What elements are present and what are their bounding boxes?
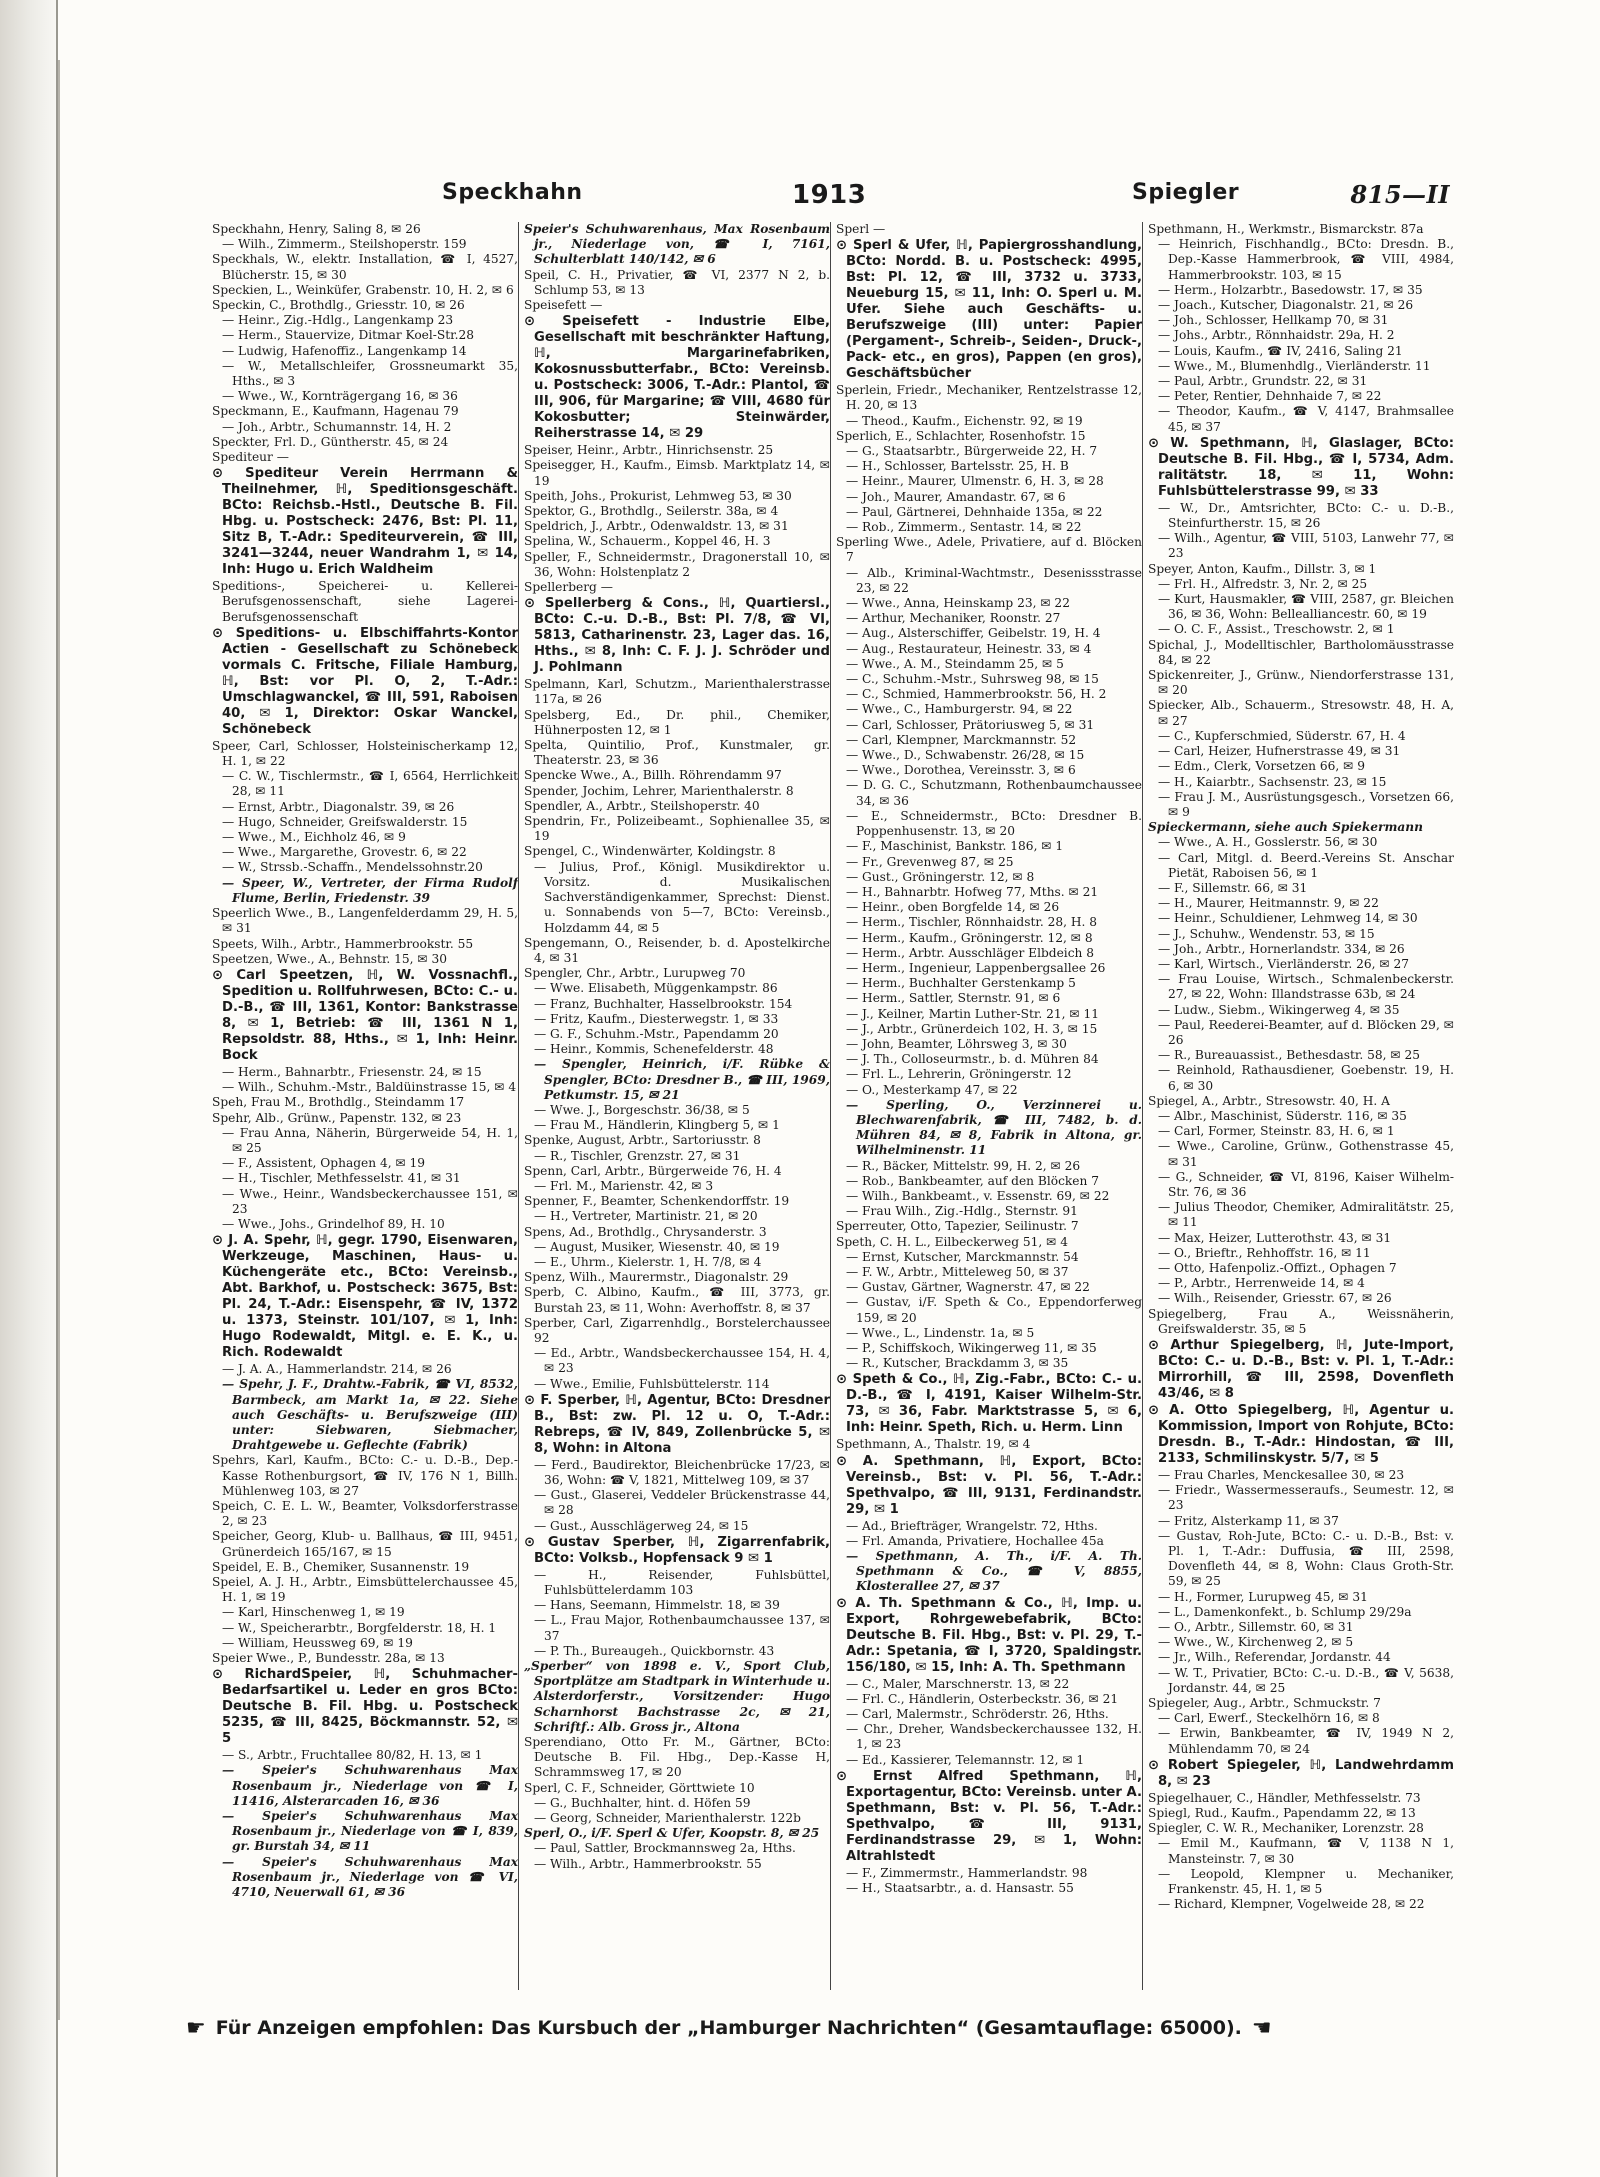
column-1 <box>212 222 518 1990</box>
column-2 <box>524 222 830 1990</box>
directory-entry: Spenz, Wilh., Maurermstr., Diagonalstr. 29 <box>524 1270 789 1285</box>
directory-entry: — Wilh., Zimmerm., Steilshoperstr. 159 <box>222 237 467 252</box>
directory-entry: Speditions-, Speicherei- u. Kellerei-Berufsgenossenschaft, siehe Lagerei-Berufsgenossenschaft <box>212 579 518 624</box>
directory-entry: — Ernst, Kutscher, Marckmannstr. 54 <box>846 1249 1079 1264</box>
directory-entry: — Theodor, Kaufm., ☎ V, 4147, Brahmsallee 45, ✉ 37 <box>1158 404 1454 434</box>
directory-entry: Spelsberg, Ed., Dr. phil., Chemiker, Hühnerposten 12, ✉ 1 <box>524 707 830 737</box>
header-year: 1913 <box>792 180 867 210</box>
directory-entry: — Wwe., Dorothea, Vereinsstr. 3, ✉ 6 <box>846 763 1076 778</box>
directory-entry: — W., Strssb.-Schaffn., Mendelssohnstr.20 <box>222 860 483 875</box>
directory-entry: — Fr., Grevenweg 87, ✉ 25 <box>846 854 1014 869</box>
directory-entry: Spickenreiter, J., Grünw., Niendorferstrasse 131, ✉ 20 <box>1148 668 1454 698</box>
header-last-entry: Spiegler <box>1132 180 1240 205</box>
directory-entry: Spendrin, Fr., Polizeibeamt., Sophienallee 35, ✉ 19 <box>524 814 830 844</box>
directory-entry: — Frau Anna, Näherin, Bürgerweide 54, H. 1, ✉ 25 <box>222 1125 518 1155</box>
directory-entry: — Hans, Seemann, Himmelstr. 18, ✉ 39 <box>534 1598 780 1613</box>
directory-entry: — Herm., Kaufm., Gröningerstr. 12, ✉ 8 <box>846 930 1093 945</box>
directory-entry: — Heinrich, Fischhandlg., BCto: Dresdn. B., Dep.-Kasse Hammerbrook, ☎ VIII, 4984, Hammerbrookstr. 103, ✉ 15 <box>1158 237 1454 282</box>
firm-entry: ⊙ Speditions- u. Elbschiffahrts-Kontor Actien - Gesellschaft zu Schönebeck vormals C. Fritsche, Filiale Hamburg, ℍ, Bst: vor Pl. O, 2, T.-Adr.: Umschlagwanckel, ☎ III, 591, Raboisen 40, ✉ 1, Direktor: Oskar Wanckel, Schönebeck <box>212 626 518 738</box>
directory-entry: Speyer, Anton, Kaufm., Dillstr. 3, ✉ 1 <box>1148 561 1377 576</box>
directory-entry: — Alb., Kriminal-Wachtmstr., Desenissstrasse 23, ✉ 22 <box>846 565 1142 595</box>
directory-entry: Speil, C. H., Privatier, ☎ VI, 2377 N 2, b. Schlump 53, ✉ 13 <box>524 267 830 297</box>
firm-entry: ⊙ W. Spethmann, ℍ, Glaslager, BCto: Deutsche B. Fil. Hbg., ☎ I, 5734, Adm. ralitätstr. 18, ✉ 11, Wohn: Fuhlsbüttelerstrasse 99, ✉ 33 <box>1148 436 1454 500</box>
directory-entry: — Frl. H., Alfredstr. 3, Nr. 2, ✉ 25 <box>1158 576 1368 591</box>
directory-entry: — Carl, Schlosser, Prätoriusweg 5, ✉ 31 <box>846 717 1095 732</box>
directory-entry: — R., Bäcker, Mittelstr. 99, H. 2, ✉ 26 <box>846 1158 1081 1173</box>
running-header <box>116 180 1450 216</box>
directory-entry: — Wwe., C., Hamburgerstr. 94, ✉ 22 <box>846 702 1073 717</box>
directory-entry: Spehrs, Karl, Kaufm., BCto: C.- u. D.-B., Dep.-Kasse Rothenburgsort, ☎ IV, 176 N 1, Billh. Mühlenweg 103, ✉ 27 <box>212 1453 518 1498</box>
directory-entry: — Herm., Tischler, Rönnhaidstr. 28, H. 8 <box>846 915 1098 930</box>
directory-entry: — Speer, W., Vertreter, der Firma Rudolf Flume, Berlin, Friedenstr. 39 <box>222 875 518 905</box>
directory-entry: — Heinr., Kommis, Schenefelderstr. 48 <box>534 1042 774 1057</box>
directory-entry: — W., Dr., Amtsrichter, BCto: C.- u. D.-B., Steinfurtherstr. 15, ✉ 26 <box>1158 500 1454 531</box>
directory-entry: Spenner, F., Beamter, Schenkendorffstr. 19 <box>524 1194 790 1209</box>
directory-entry: — Ernst, Arbtr., Diagonalstr. 39, ✉ 26 <box>222 799 455 814</box>
directory-entry: Sperl — <box>836 222 886 236</box>
directory-entry: — R., Bureauassist., Bethesdastr. 58, ✉ 25 <box>1158 1048 1420 1063</box>
directory-entry: — J., Keilner, Martin Luther-Str. 21, ✉ 11 <box>846 1006 1099 1021</box>
directory-entry: — Wwe., L., Lindenstr. 1a, ✉ 5 <box>846 1325 1035 1340</box>
directory-entry: Speier's Schuhwarenhaus, Max Rosenbaum jr., Niederlage von, ☎ I, 7161, Schulterblatt 140/142, ✉ 6 <box>524 222 830 267</box>
directory-entry: — S., Arbtr., Fruchtallee 80/82, H. 13, ✉ 1 <box>222 1748 483 1763</box>
directory-entry: Sperling Wwe., Adele, Privatiere, auf d. Blöcken 7 <box>836 535 1142 565</box>
directory-entry: — W., Metallschleifer, Grossneumarkt 35, Hths., ✉ 3 <box>222 358 518 389</box>
directory-entry: Spens, Ad., Brothdlg., Chrysanderstr. 3 <box>524 1224 767 1239</box>
directory-entry: — O., Mesterkamp 47, ✉ 22 <box>846 1082 1018 1097</box>
directory-entry: — Richard, Klempner, Vogelweide 28, ✉ 22 <box>1158 1897 1425 1912</box>
directory-entry: — Herm., Ingenieur, Lappenbergsallee 26 <box>846 960 1106 975</box>
directory-entry: — Frl. C., Händlerin, Osterbeckstr. 36, ✉ 21 <box>846 1691 1119 1706</box>
directory-entry: — Arthur, Mechaniker, Roonstr. 27 <box>846 611 1061 626</box>
directory-entry: — P., Schiffskoch, Wikingerweg 11, ✉ 35 <box>846 1341 1097 1355</box>
directory-entry: Speckhahn, Henry, Saling 8, ✉ 26 <box>212 222 421 236</box>
directory-entry: — Friedr., Wassermesseraufs., Seumestr. 12, ✉ 23 <box>1158 1483 1454 1513</box>
directory-entry: — H., Reisender, Fuhlsbüttel, Fuhlsbüttelerdamm 103 <box>534 1567 830 1598</box>
directory-entry: — Joach., Kutscher, Diagonalstr. 21, ✉ 26 <box>1158 298 1414 313</box>
directory-entry: — Kurt, Hausmakler, ☎ VIII, 2587, gr. Bleichen 36, ✉ 36, Wohn: Bellealliancestr. 60, ✉ 19 <box>1158 592 1454 622</box>
directory-entry: — Emil M., Kaufmann, ☎ V, 1138 N 1, Mansteinstr. 7, ✉ 30 <box>1158 1836 1454 1866</box>
directory-entry: — Gustav, Gärtner, Wagnerstr. 47, ✉ 22 <box>846 1280 1090 1295</box>
directory-entry: — Peter, Rentier, Dehnhaide 7, ✉ 22 <box>1158 389 1382 404</box>
directory-entry: — Wwe., Margarethe, Grovestr. 6, ✉ 22 <box>222 845 467 860</box>
directory-entry: — Gust., Glaserei, Veddeler Brückenstrasse 44, ✉ 28 <box>534 1488 830 1518</box>
directory-entry: Spenke, August, Arbtr., Sartoriusstr. 8 <box>524 1133 761 1148</box>
directory-entry: Sperber, Carl, Zigarrenhdlg., Borstelerchaussee 92 <box>524 1315 830 1345</box>
firm-entry: ⊙ Speisefett - Industrie Elbe, Gesellschaft mit beschränkter Haftung, ℍ, Margarinefabriken, Kokosnussbutterfabr., BCto: Vereinsb. u. Postscheck: 3006, T.-Adr.: Plantol, ☎ III, 906, für Margarine; ☎ VIII, 4680 für Kokosbutter; Steinwärder, Reiherstrasse 14, ✉ 29 <box>524 314 830 442</box>
directory-entry: — H., Maurer, Heitmannstr. 9, ✉ 22 <box>1158 896 1379 911</box>
directory-entry: Sperl, O., i/F. Sperl & Ufer, Koopstr. 8, ✉ 25 <box>524 1826 820 1841</box>
directory-entry: Speets, Wilh., Arbtr., Hammerbrookstr. 55 <box>212 936 474 951</box>
directory-entry: — Herm., Arbtr. Ausschläger Elbdeich 8 <box>846 945 1094 960</box>
directory-entry: — Otto, Hafenpoliz.-Offizt., Ophagen 7 <box>1158 1261 1397 1275</box>
directory-entry: — Frau M., Händlerin, Klingberg 5, ✉ 1 <box>534 1118 780 1133</box>
directory-entry: Spender, Jochim, Lehrer, Marienthalerstr. 8 <box>524 783 794 798</box>
directory-entry: — Hugo, Schneider, Greifswalderstr. 15 <box>222 814 468 829</box>
directory-entry: Speckhals, W., elektr. Installation, ☎ I, 4527, Blücherstr. 15, ✉ 30 <box>212 252 518 282</box>
directory-entry: — F., Maschinist, Bankstr. 186, ✉ 1 <box>846 839 1064 854</box>
directory-entry: — Franz, Buchhalter, Hasselbrookstr. 154 <box>534 996 793 1011</box>
column-divider <box>830 222 831 1990</box>
directory-entry: Sperreuter, Otto, Tapezier, Seilinustr. 7 <box>836 1219 1079 1234</box>
directory-entry: — Chr., Dreher, Wandsbeckerchaussee 132, H. 1, ✉ 23 <box>846 1722 1142 1752</box>
directory-entry: — Herm., Bahnarbtr., Friesenstr. 24, ✉ 15 <box>222 1064 482 1079</box>
directory-entry: Spencke Wwe., A., Billh. Röhrendamm 97 <box>524 768 782 783</box>
directory-entry: — J. Th., Colloseurmstr., b. d. Mühren 84 <box>846 1052 1099 1067</box>
directory-entry: — H., Former, Lurupweg 45, ✉ 31 <box>1158 1589 1368 1604</box>
directory-entry: — Ludw., Siebm., Wikingerweg 4, ✉ 35 <box>1158 1002 1400 1017</box>
firm-entry: ⊙ Gustav Sperber, ℍ, Zigarrenfabrik, BCto: Volksb., Hopfensack 9 ✉ 1 <box>524 1535 830 1567</box>
directory-entry: — Frau J. M., Ausrüstungsgesch., Vorsetzen 66, ✉ 9 <box>1158 789 1454 819</box>
directory-entry: — Ferd., Baudirektor, Bleichenbrücke 17/23, ✉ 36, Wohn: ☎ V, 1821, Mittelweg 109, ✉ 37 <box>534 1457 830 1487</box>
directory-entry: Speerlich Wwe., B., Langenfelderdamm 29, H. 5, ✉ 31 <box>212 906 518 936</box>
directory-entry: — Wwe., W., Kornträgergang 16, ✉ 36 <box>222 389 458 404</box>
page-number: 815—II <box>1350 180 1450 209</box>
directory-entry: Sperlich, E., Schlachter, Rosenhofstr. 15 <box>836 428 1086 443</box>
directory-entry: — F. W., Arbtr., Mitteleweg 50, ✉ 37 <box>846 1264 1069 1279</box>
directory-entry: — Joh., Schlosser, Hellkamp 70, ✉ 31 <box>1158 313 1389 328</box>
directory-entry: Speetzen, Wwe., A., Behnstr. 15, ✉ 30 <box>212 951 448 966</box>
directory-entry: Speiel, A. J. H., Arbtr., Eimsbüttelerchaussee 45, H. 1, ✉ 19 <box>212 1574 518 1605</box>
directory-entry: — H., Kaiarbtr., Sachsenstr. 23, ✉ 15 <box>1158 774 1387 789</box>
directory-entry: — Reinhold, Rathausdiener, Goebenstr. 19, H. 6, ✉ 30 <box>1158 1063 1454 1093</box>
directory-entry: Speckin, C., Brothdlg., Griesstr. 10, ✉ 26 <box>212 298 465 313</box>
directory-entry: — G., Staatsarbtr., Bürgerweide 22, H. 7 <box>846 444 1098 459</box>
directory-entry: Spengemann, O., Reisender, b. d. Apostelkirche 4, ✉ 31 <box>524 935 830 965</box>
directory-entry: — Frl. L., Lehrerin, Gröningerstr. 12 <box>846 1067 1072 1082</box>
directory-entry: — Carl, Former, Steinstr. 83, H. 6, ✉ 1 <box>1158 1124 1395 1139</box>
directory-entry: — Aug., Alsterschiffer, Geibelstr. 19, H. 4 <box>846 626 1101 641</box>
directory-entry: — Wwe., Johs., Grindelhof 89, H. 10 <box>222 1216 445 1231</box>
directory-entry: — W., Speicherarbtr., Borgfelderstr. 18, H. 1 <box>222 1620 497 1635</box>
directory-entry: Spektor, G., Brothdlg., Seilerstr. 38a, ✉ 4 <box>524 504 779 519</box>
directory-entry: — Carl, Malermstr., Schröderstr. 26, Hths. <box>846 1707 1109 1722</box>
directory-entry: — J., Schuhw., Wendenstr. 53, ✉ 15 <box>1158 926 1375 941</box>
directory-entry: — Wwe., M., Blumenhdlg., Vierländerstr. 11 <box>1158 358 1431 373</box>
directory-entry: Spehr, Alb., Grünw., Papenstr. 132, ✉ 23 <box>212 1110 462 1125</box>
directory-entry: „Sperber“ von 1898 e. V., Sport Club, Sportplätze am Stadtpark in Winterhude u. Alsterdorferstr., Vorsitzender: Hugo Scharnhorst Bachstrasse 2c, ✉ 21, Schriftf.: Alb. Gross jr., Altona <box>524 1659 830 1734</box>
directory-entry: — Carl, Heizer, Hufnerstrasse 49, ✉ 31 <box>1158 744 1401 759</box>
directory-entry: — O., Arbtr., Sillemstr. 60, ✉ 31 <box>1158 1620 1354 1635</box>
column-4 <box>1148 222 1454 1990</box>
directory-entry: — Spethmann, A. Th., i/F. A. Th. Spethmann & Co., ☎ V, 8855, Klosterallee 27, ✉ 37 <box>846 1549 1142 1594</box>
directory-entry: — Herm., Buchhalter Gerstenkamp 5 <box>846 976 1076 991</box>
directory-entry: — Wwe. J., Borgeschstr. 36/38, ✉ 5 <box>534 1102 750 1117</box>
directory-entry: Speiser, Heinr., Arbtr., Hinrichsenstr. 25 <box>524 443 774 458</box>
directory-entry: Spethmann, A., Thalstr. 19, ✉ 4 <box>836 1437 1031 1452</box>
directory-entry: — E., Uhrm., Kielerstr. 1, H. 7/8, ✉ 4 <box>534 1254 762 1269</box>
directory-entry: — Herm., Stauervize, Ditmar Koel-Str.28 <box>222 328 475 343</box>
directory-entry: — Ludwig, Hafenoffiz., Langenkamp 14 <box>222 343 467 358</box>
directory-entry: Spiegel, A., Arbtr., Stresowstr. 40, H. A <box>1148 1093 1390 1108</box>
directory-entry: — Wilh., Agentur, ☎ VIII, 5103, Lanwehr 77, ✉ 23 <box>1158 531 1454 561</box>
directory-entry: — Sperling, O., Verzinnerei u. Blechwarenfabrik, ☎ III, 7482, b. d. Mühren 84, ✉ 8, Fabrik in Altona, gr. Wilhelminenstr. 11 <box>846 1097 1142 1158</box>
directory-entry: — Wwe., M., Eichholz 46, ✉ 9 <box>222 830 406 845</box>
directory-entry: — Wwe., D., Schwabenstr. 26/28, ✉ 15 <box>846 748 1085 763</box>
directory-entry: — Wwe., Anna, Heinskamp 23, ✉ 22 <box>846 596 1070 611</box>
directory-entry: — Theod., Kaufm., Eichenstr. 92, ✉ 19 <box>846 413 1083 428</box>
directory-entry: — Albr., Maschinist, Süderstr. 116, ✉ 35 <box>1158 1108 1407 1123</box>
directory-entry: Spelta, Quintilio, Prof., Kunstmaler, gr. Theaterstr. 23, ✉ 36 <box>524 738 830 768</box>
directory-entry: Speckter, Frl. D., Güntherstr. 45, ✉ 24 <box>212 434 449 449</box>
directory-entry: — Johs., Arbtr., Rönnhaidstr. 29a, H. 2 <box>1158 328 1395 343</box>
directory-entry: — Ed., Kassierer, Telemannstr. 12, ✉ 1 <box>846 1752 1085 1767</box>
directory-entry: — Heinr., oben Borgfelde 14, ✉ 26 <box>846 900 1060 915</box>
directory-entry: Spiegelberg, Frau A., Weissnäherin, Greifswalderstr. 35, ✉ 5 <box>1148 1306 1454 1336</box>
directory-entry: Spiecker, Alb., Schauerm., Stresowstr. 48, H. A, ✉ 27 <box>1148 698 1454 728</box>
firm-entry: ⊙ A. Otto Spiegelberg, ℍ, Agentur u. Kommission, Import von Rohjute, BCto: Dresdn. B., T.-Adr.: Hindostan, ☎ III, 2133, Schmilinskystr. 5/7, ✉ 5 <box>1148 1403 1454 1467</box>
directory-entry: — J., Arbtr., Grünerdeich 102, H. 3, ✉ 15 <box>846 1021 1098 1036</box>
directory-entry: — Gustav, Roh-Jute, BCto: C.- u. D.-B., Bst: v. Pl. 1, T.-Adr.: Duffusia, ☎ III, 2598, Dovenfleth 44, ✉ 8, Wohn: Claus Groth-Str. 59, ✉ 25 <box>1158 1528 1454 1589</box>
directory-entry: Sperl, C. F., Schneider, Görttwiete 10 <box>524 1780 755 1795</box>
directory-entry: — Fritz, Alsterkamp 11, ✉ 37 <box>1158 1513 1339 1528</box>
directory-entry: — Wilh., Reisender, Griesstr. 67, ✉ 26 <box>1158 1291 1392 1306</box>
directory-entry: — Frl. M., Marienstr. 42, ✉ 3 <box>534 1178 714 1193</box>
firm-entry: ⊙ A. Spethmann, ℍ, Export, BCto: Vereinsb., Bst: v. Pl. 56, T.-Adr.: Spethvalpo, ☎ III, 9131, Ferdinandstr. 29, ✉ 1 <box>836 1454 1142 1518</box>
pointing-hand-icon: ☚ <box>1251 2015 1272 2041</box>
directory-entry: Speller, F., Schneidermstr., Dragonerstall 10, ✉ 36, Wohn: Holstenplatz 2 <box>524 549 830 579</box>
firm-entry: ⊙ Arthur Spiegelberg, ℍ, Jute-Import, BCto: C.- u. D.-B., Bst: v. Pl. 1, T.-Adr.: Mirrorhill, ☎ III, 2598, Dovenfleth 43/46, ✉ 8 <box>1148 1338 1454 1402</box>
directory-entry: — Carl, Ewerf., Steckelhörn 16, ✉ 8 <box>1158 1711 1380 1726</box>
directory-entry: — O., Brieftr., Rehhoffstr. 16, ✉ 11 <box>1158 1245 1371 1260</box>
directory-entry: — Speier's Schuhwarenhaus Max Rosenbaum jr., Niederlage von ☎ VI, 4710, Neuerwall 61, ✉ 36 <box>222 1854 518 1900</box>
directory-entry: — Wwe., Caroline, Grünw., Gothenstrasse 45, ✉ 31 <box>1158 1139 1454 1169</box>
firm-entry: ⊙ Sperl & Ufer, ℍ, Papiergrosshandlung, BCto: Nordd. B. u. Postscheck: 4995, Bst: Pl. 12, ☎ III, 3732 u. 3733, Neueburg 15, ✉ 11, Inh: O. Sperl u. M. Ufer. Siehe auch Geschäfts- u. Berufszweige (III) unter: Papier (Pergament-, Schreib-, Seiden-, Druck-, Pack- etc., en gros), Pappen (en gros), Geschäftsbücher <box>836 238 1142 382</box>
directory-entry: Speckien, L., Weinküfer, Grabenstr. 10, H. 2, ✉ 6 <box>212 282 514 297</box>
directory-entry: — H., Tischler, Methfesselstr. 41, ✉ 31 <box>222 1171 461 1186</box>
entry-columns <box>212 222 1454 1990</box>
directory-entry: — Rob., Zimmerm., Sentastr. 14, ✉ 22 <box>846 520 1082 535</box>
directory-entry: — Wilh., Bankbeamt., v. Essenstr. 69, ✉ 22 <box>846 1188 1110 1203</box>
directory-entry: — F., Assistent, Ophagen 4, ✉ 19 <box>222 1156 426 1171</box>
directory-entry: — Joh., Maurer, Amandastr. 67, ✉ 6 <box>846 489 1066 504</box>
firm-entry: ⊙ A. Th. Spethmann & Co., ℍ, Imp. u. Export, Rohrgewebefabrik, BCto: Deutsche B. Fil. Hbg., Bst: v. Pl. 29, T.-Adr.: Spetania, ☎ I, 3720, Spaldingstr. 156/180, ✉ 15, Inh: A. Th. Spethmann <box>836 1596 1142 1676</box>
directory-entry: — Wwe., W., Kirchenweg 2, ✉ 5 <box>1158 1635 1354 1650</box>
directory-entry: — L., Frau Major, Rothenbaumchaussee 137, ✉ 37 <box>534 1613 830 1643</box>
directory-entry: — Gustav, i/F. Speth & Co., Eppendorferweg 159, ✉ 20 <box>846 1295 1142 1325</box>
directory-entry: — H., Vertreter, Martinistr. 21, ✉ 20 <box>534 1209 758 1224</box>
directory-entry: — F., Zimmermstr., Hammerlandstr. 98 <box>846 1865 1088 1880</box>
pointing-hand-icon: ☛ <box>186 2015 206 2041</box>
directory-entry: Sperendiano, Otto Fr. M., Gärtner, BCto: Deutsche B. Fil. Hbg., Dep.-Kasse H, Schrammsweg 17, ✉ 20 <box>524 1735 830 1780</box>
directory-entry: — Julius Theodor, Chemiker, Admiralitätstr. 25, ✉ 11 <box>1158 1200 1454 1230</box>
directory-entry: Speckmann, E., Kaufmann, Hagenau 79 <box>212 404 459 419</box>
firm-entry: ⊙ RichardSpeier, ℍ, Schuhmacher-Bedarfsartikel u. Leder en gros BCto: Deutsche B. Fil. Hbg. u. Postscheck 5235, ☎ III, 8425, Böckmannstr. 52, ✉ 5 <box>212 1667 518 1747</box>
firm-entry: ⊙ Robert Spiegeler, ℍ, Landwehrdamm 8, ✉ 23 <box>1148 1758 1454 1790</box>
directory-entry: — R., Tischler, Grenzstr. 27, ✉ 31 <box>534 1148 741 1163</box>
directory-entry: — Frau Louise, Wirtsch., Schmalenbeckerstr. 27, ✉ 22, Wohn: Illandstrasse 63b, ✉ 24 <box>1158 972 1454 1002</box>
directory-entry: Spenn, Carl, Arbtr., Bürgerweide 76, H. 4 <box>524 1163 782 1178</box>
advertisement-footer <box>176 2008 1456 2048</box>
directory-entry: Speier Wwe., P., Bundesstr. 28a, ✉ 13 <box>212 1651 445 1665</box>
directory-entry: — Frl. Amanda, Privatiere, Hochallee 45a <box>846 1533 1104 1548</box>
directory-entry: — Heinr., Zig.-Hdlg., Langenkamp 23 <box>222 313 454 328</box>
directory-entry: — Julius, Prof., Königl. Musikdirektor u. Vorsitz. d. Musikalischen Sachverständigenkammer, Sprechst: Dienst. u. Sonnabends von 5—7, BCto: Vereinsb., Holzdamm 44, ✉ 5 <box>534 859 830 935</box>
directory-entry: — Wilh., Schuhm.-Mstr., Baldüinstrasse 15, ✉ 4 <box>222 1080 517 1095</box>
advertisement-text: Für Anzeigen empfohlen: Das Kursbuch der „Hamburger Nachrichten“ (Gesamtauflage: 65000). <box>215 2017 1242 2039</box>
firm-entry: ⊙ Speth & Co., ℍ, Zig.-Fabr., BCto: C.- u. D.-B., ☎ I, 4191, Kaiser Wilhelm-Str. 73, ✉ 36, Fabr. Marktstrasse 5, ✉ 6, Inh: Heinr. Speth, Rich. u. Herm. Linn <box>836 1372 1142 1436</box>
directory-entry: — Paul, Gärtnerei, Dehnhaide 135a, ✉ 22 <box>846 504 1103 519</box>
firm-entry: ⊙ Carl Speetzen, ℍ, W. Vossnachfl., Spedition u. Rollfuhrwesen, BCto: C.- u. D.-B., ☎ III, 1361, Kontor: Bankstrasse 8, ✉ 1, Betrieb: ☎ III, 1361 N 1, Repsoldstr. 88, Hths., ✉ 1, Inh: Heinr. Bock <box>212 968 518 1064</box>
directory-entry: — Fritz, Kaufm., Diesterwegstr. 1, ✉ 33 <box>534 1011 779 1026</box>
directory-entry: Speidel, E. B., Chemiker, Susannenstr. 19 <box>212 1559 470 1574</box>
directory-entry: Speldrich, J., Arbtr., Odenwaldstr. 13, ✉ 31 <box>524 519 789 534</box>
firm-entry: ⊙ Ernst Alfred Spethmann, ℍ, Exportagentur, BCto: Vereinsb. unter A. Spethmann, Bst: v. Pl. 56, T.-Adr.: Spethvalpo, ☎ III, 9131, Ferdinandstrasse 29, ✉ 1, Wohn: Altrahlstedt <box>836 1769 1142 1865</box>
directory-entry: — Edm., Clerk, Vorsetzen 66, ✉ 9 <box>1158 759 1365 774</box>
directory-entry: Spelina, W., Schauerm., Koppel 46, H. 3 <box>524 534 771 549</box>
directory-entry: — C., Schuhm.-Mstr., Suhrsweg 98, ✉ 15 <box>846 672 1099 687</box>
directory-entry: — Louis, Kaufm., ☎ IV, 2416, Saling 21 <box>1158 343 1403 358</box>
directory-entry: — C., Kupferschmied, Süderstr. 67, H. 4 <box>1158 728 1406 743</box>
directory-entry: — Paul, Reederei-Beamter, auf d. Blöcken 29, ✉ 26 <box>1158 1017 1454 1047</box>
directory-entry: — Wilh., Arbtr., Hammerbrookstr. 55 <box>534 1856 762 1871</box>
firm-entry: ⊙ Spediteur Verein Herrmann & Theilnehmer, ℍ, Speditionsgeschäft. BCto: Reichsb.-Hstl., Deutsche B. Fil. Hbg. u. Postscheck: 2476, Bst: Pl. 11, Sitz B, T.-Adr.: Spediteurverein, ☎ III, 3241—3244, neuer Wandrahm 1, ✉ 14, Inh: Hugo u. Erich Waldheim <box>212 466 518 578</box>
directory-entry: — Herm., Sattler, Sternstr. 91, ✉ 6 <box>846 991 1061 1006</box>
directory-entry: — H., Bahnarbtr. Hofweg 77, Mths. ✉ 21 <box>846 884 1099 899</box>
directory-entry: — L., Damenkonfekt., b. Schlump 29/29a <box>1158 1604 1412 1619</box>
directory-entry: — Rob., Bankbeamter, auf den Blöcken 7 <box>846 1173 1099 1188</box>
column-divider <box>1142 222 1143 1990</box>
directory-entry: — Herm., Holzarbtr., Basedowstr. 17, ✉ 35 <box>1158 282 1423 297</box>
directory-entry: — E., Schneidermstr., BCto: Dresdner B. Poppenhusenstr. 13, ✉ 20 <box>846 808 1142 839</box>
directory-entry: — H., Staatsarbtr., a. d. Hansastr. 55 <box>846 1881 1074 1896</box>
firm-entry: ⊙ J. A. Spehr, ℍ, gegr. 1790, Eisenwaren, Werkzeuge, Maschinen, Haus- u. Küchengeräte etc., BCto: Vereinsb., Abt. Barkhof, u. Postscheck: 3675, Bst: Pl. 24, T.-Adr.: Eisenspehr, ☎ IV, 1372 u. 1373, Steinstr. 101/107, ✉ 1, Inh: Hugo Rodewaldt, Mitgl. e. E. K., u. Rich. Rodewaldt <box>212 1233 518 1361</box>
directory-entry: — G., Schneider, ☎ VI, 8196, Kaiser Wilhelm-Str. 76, ✉ 36 <box>1158 1169 1454 1199</box>
directory-entry: — Ed., Arbtr., Wandsbeckerchaussee 154, H. 4, ✉ 23 <box>534 1346 830 1376</box>
directory-entry: Speich, C. E. L. W., Beamter, Volksdorferstrasse 2, ✉ 23 <box>212 1498 518 1529</box>
directory-entry: Spendler, A., Arbtr., Steilshoperstr. 40 <box>524 798 760 813</box>
directory-entry: — J. A. A., Hammerlandstr. 214, ✉ 26 <box>222 1362 452 1377</box>
directory-entry: Speth, C. H. L., Eilbeckerweg 51, ✉ 4 <box>836 1234 1068 1249</box>
firm-entry: ⊙ F. Sperber, ℍ, Agentur, BCto: Dresdner B., Bst: zw. Pl. 12 u. O, T.-Adr.: Rebreps, ☎ IV, 849, Zollenbrücke 5, ✉ 8, Wohn: in Altona <box>524 1393 830 1457</box>
directory-entry: Spethmann, H., Werkmstr., Bismarckstr. 87a <box>1148 222 1424 236</box>
directory-entry: — H., Schlosser, Bartelsstr. 25, H. B <box>846 459 1069 474</box>
directory-entry: — Gust., Gröningerstr. 12, ✉ 8 <box>846 869 1035 884</box>
directory-entry: Spiegelhauer, C., Händler, Methfesselstr. 73 <box>1148 1790 1421 1805</box>
directory-entry: — G., Buchhalter, hint. d. Höfen 59 <box>534 1795 751 1810</box>
directory-entry: — D. G. C., Schutzmann, Rothenbaumchaussee 34, ✉ 36 <box>846 778 1142 808</box>
directory-entry: — P., Arbtr., Herrenweide 14, ✉ 4 <box>1158 1276 1365 1291</box>
directory-entry: Spiegl, Rud., Kaufm., Papendamm 22, ✉ 13 <box>1148 1806 1416 1821</box>
header-first-entry: Speckhahn <box>442 180 583 205</box>
directory-page <box>116 160 1454 2090</box>
directory-entry: — Wwe., A. M., Steindamm 25, ✉ 5 <box>846 656 1064 671</box>
directory-entry: — W. T., Privatier, BCto: C.-u. D.-B., ☎ V, 5638, Jordanstr. 44, ✉ 25 <box>1158 1665 1454 1695</box>
directory-entry: — O. C. F., Assist., Treschowstr. 2, ✉ 1 <box>1158 622 1395 637</box>
directory-entry: Sperb, C. Albino, Kaufm., ☎ III, 3773, gr. Burstah 23, ✉ 11, Wohn: Averhoffstr. 8, ✉ 37 <box>524 1285 830 1315</box>
directory-entry: Speicher, Georg, Klub- u. Ballhaus, ☎ III, 9451, Grünerdeich 165/167, ✉ 15 <box>212 1529 518 1559</box>
directory-entry: Speh, Frau M., Brothdlg., Steindamm 17 <box>212 1095 465 1110</box>
directory-entry: — Paul, Arbtr., Grundstr. 22, ✉ 31 <box>1158 374 1368 389</box>
directory-entry: — G. F., Schuhm.-Mstr., Papendamm 20 <box>534 1026 779 1041</box>
directory-entry: Speisegger, H., Kaufm., Eimsb. Marktplatz 14, ✉ 19 <box>524 458 830 488</box>
directory-entry: — Spengler, Heinrich, i/F. Rübke & Spengler, BCto: Dresdner B., ☎ III, 1969, Petkumstr. 15, ✉ 21 <box>534 1057 830 1102</box>
directory-entry: — Leopold, Klempner u. Mechaniker, Frankenstr. 45, H. 1, ✉ 5 <box>1158 1866 1454 1897</box>
directory-entry: Sperlein, Friedr., Mechaniker, Rentzelstrasse 12, H. 20, ✉ 13 <box>836 383 1142 413</box>
directory-entry: Speer, Carl, Schlosser, Holsteinischerkamp 12, H. 1, ✉ 22 <box>212 738 518 769</box>
directory-entry: — Speier's Schuhwarenhaus Max Rosenbaum jr., Niederlage von ☎ I, 11416, Alsterarcaden 16, ✉ 36 <box>222 1763 518 1808</box>
directory-entry: — Heinr., Maurer, Ulmenstr. 6, H. 3, ✉ 28 <box>846 474 1104 489</box>
directory-entry: — Georg, Schneider, Marienthalerstr. 122b <box>534 1811 801 1826</box>
directory-entry: — C., Schmied, Hammerbrookstr. 56, H. 2 <box>846 687 1107 702</box>
directory-entry: — Jr., Wilh., Referendar, Jordanstr. 44 <box>1158 1650 1391 1665</box>
directory-entry: — P. Th., Bureaugeh., Quickbornstr. 43 <box>534 1643 775 1658</box>
directory-entry: — R., Kutscher, Brackdamm 3, ✉ 35 <box>846 1356 1069 1371</box>
directory-entry: Spichal, J., Modelltischler, Bartholomäusstrasse 84, ✉ 22 <box>1148 637 1454 667</box>
directory-entry: — Speier's Schuhwarenhaus Max Rosenbaum jr., Niederlage von ☎ I, 839, gr. Burstah 34, ✉ 11 <box>222 1809 518 1854</box>
directory-entry: — Wwe., Heinr., Wandsbeckerchaussee 151, ✉ 23 <box>222 1186 518 1216</box>
directory-entry: — Wwe., Emilie, Fuhlsbüttelerstr. 114 <box>534 1376 770 1391</box>
directory-entry: — Carl, Klempner, Marckmannstr. 52 <box>846 732 1077 747</box>
directory-entry: Spediteur — <box>212 450 289 465</box>
directory-entry: Spiegeler, Aug., Arbtr., Schmuckstr. 7 <box>1148 1696 1381 1711</box>
directory-entry: — F., Sillemstr. 66, ✉ 31 <box>1158 880 1308 895</box>
directory-entry: — Wwe. Elisabeth, Müggenkampstr. 86 <box>534 981 778 996</box>
directory-entry: — Karl, Wirtsch., Vierländerstr. 26, ✉ 27 <box>1158 956 1410 971</box>
directory-entry: Spieckermann, siehe auch Spiekermann <box>1148 820 1423 835</box>
directory-entry: — C. W., Tischlermstr., ☎ I, 6564, Herrlichkeit 28, ✉ 11 <box>222 769 518 799</box>
column-3 <box>836 222 1142 1990</box>
directory-entry: — William, Heussweg 69, ✉ 19 <box>222 1635 413 1650</box>
directory-entry: — Wwe., A. H., Gosslerstr. 56, ✉ 30 <box>1158 835 1378 850</box>
directory-entry: Spengler, Chr., Arbtr., Lurupweg 70 <box>524 966 746 981</box>
directory-entry: Spelmann, Karl, Schutzm., Marienthalerstrasse 117a, ✉ 26 <box>524 677 830 707</box>
directory-entry: — Max, Heizer, Lutterothstr. 43, ✉ 31 <box>1158 1230 1392 1245</box>
directory-entry: Speisefett — <box>524 298 603 313</box>
firm-entry: ⊙ Spellerberg & Cons., ℍ, Quartiersl., BCto: C.-u. D.-B., Bst: Pl. 7/8, ☎ VI, 5813, Catharinenstr. 23, Lager das. 16, Hths., ✉ 8, Inh: C. F. J. J. Schröder und J. Pohlmann <box>524 596 830 676</box>
directory-entry: — John, Beamter, Löhrsweg 3, ✉ 30 <box>846 1036 1067 1051</box>
book-binding <box>0 0 58 2177</box>
directory-entry: — August, Musiker, Wiesenstr. 40, ✉ 19 <box>534 1239 780 1254</box>
directory-entry: — Paul, Sattler, Brockmannsweg 2a, Hths. <box>534 1841 796 1856</box>
directory-entry: — Frau Wilh., Zig.-Hdlg., Sternstr. 91 <box>846 1204 1078 1219</box>
directory-entry: — Aug., Restaurateur, Heinestr. 33, ✉ 4 <box>846 641 1092 656</box>
directory-entry: Spiegler, C. W. R., Mechaniker, Lorenzstr. 28 <box>1148 1821 1424 1836</box>
column-divider <box>518 222 519 1990</box>
directory-entry: — Gust., Ausschlägerweg 24, ✉ 15 <box>534 1518 749 1533</box>
directory-entry: — Erwin, Bankbeamter, ☎ IV, 1949 N 2, Mühlendamm 70, ✉ 24 <box>1158 1726 1454 1756</box>
directory-entry: — Karl, Hinschenweg 1, ✉ 19 <box>222 1605 405 1620</box>
directory-entry: Spengel, C., Windenwärter, Koldingstr. 8 <box>524 844 776 859</box>
directory-entry: Speith, Johs., Prokurist, Lehmweg 53, ✉ 30 <box>524 488 792 503</box>
directory-entry: — Joh., Arbtr., Schumannstr. 14, H. 2 <box>222 419 452 434</box>
directory-entry: — Heinr., Schuldiener, Lehmweg 14, ✉ 30 <box>1158 911 1418 926</box>
directory-entry: — C., Maler, Marschnerstr. 13, ✉ 22 <box>846 1676 1070 1691</box>
directory-entry: — Carl, Mitgl. d. Beerd.-Vereins St. Anschar Pietät, Raboisen 56, ✉ 1 <box>1158 850 1454 880</box>
page-edge <box>58 60 60 2020</box>
directory-entry: — Frau Charles, Menckesallee 30, ✉ 23 <box>1158 1468 1405 1483</box>
directory-entry: — Ad., Briefträger, Wrangelstr. 72, Hths. <box>846 1518 1098 1533</box>
directory-entry: Spellerberg — <box>524 580 613 595</box>
directory-entry: — Spehr, J. F., Drahtw.-Fabrik, ☎ VI, 8532, Barmbeck, am Markt 1a, ✉ 22. Siehe auch Geschäfts- u. Berufszweige (III) unter: Siebwaren, Siebmacher, Drahtgewebe u. Geflechte (Fabrik) <box>222 1377 518 1453</box>
directory-entry: — Joh., Arbtr., Hornerlandstr. 334, ✉ 26 <box>1158 941 1405 956</box>
